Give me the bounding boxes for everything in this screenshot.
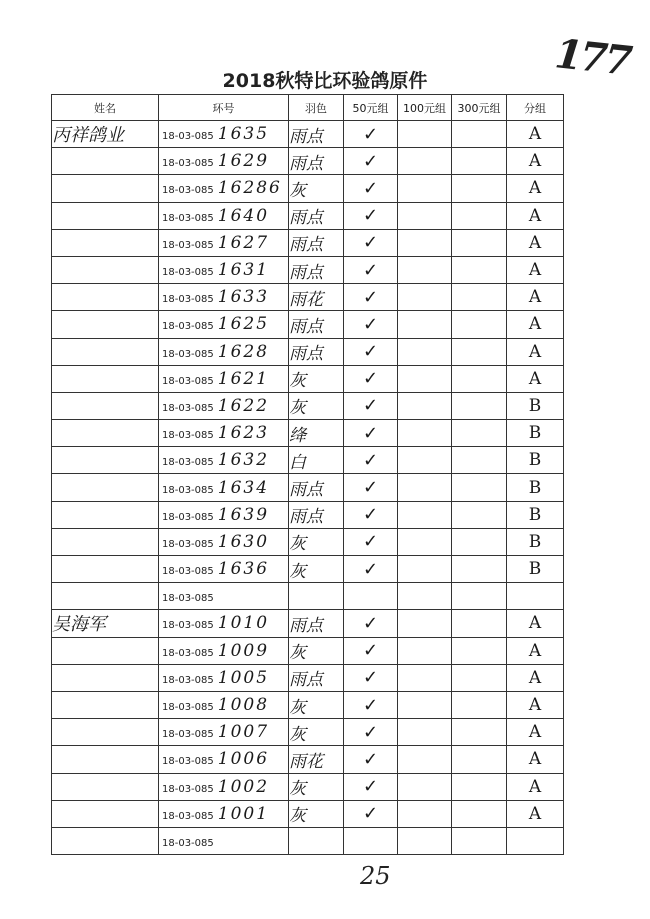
group-letter-cell: B <box>507 392 564 419</box>
checkmark-300-cell <box>452 392 507 419</box>
table-row <box>52 800 564 827</box>
feather-color-cell: 白 <box>289 447 344 474</box>
ring-suffix-handwritten: 1640 <box>217 205 270 226</box>
group-letter-cell: A <box>507 719 564 746</box>
group-letter-cell <box>507 583 564 610</box>
feather-color-cell: 雨点 <box>289 474 344 501</box>
header-row <box>52 95 564 121</box>
owner-name-cell <box>52 800 159 827</box>
checkmark-50-cell <box>344 827 398 854</box>
feather-color-cell: 灰 <box>289 365 344 392</box>
checkmark-300-cell <box>452 202 507 229</box>
feather-color-cell: 灰 <box>289 637 344 664</box>
checkmark-100-cell <box>398 447 452 474</box>
table-row <box>52 773 564 800</box>
owner-name-cell <box>52 501 159 528</box>
table-row <box>52 719 564 746</box>
checkmark-50-cell: ✓ <box>344 202 398 229</box>
owner-name-cell <box>52 338 159 365</box>
checkmark-50-cell: ✓ <box>344 338 398 365</box>
checkmark-50-cell: ✓ <box>344 800 398 827</box>
checkmark-100-cell <box>398 121 452 148</box>
checkmark-50-cell: ✓ <box>344 420 398 447</box>
checkmark-300-cell <box>452 719 507 746</box>
header-ring: 环号 <box>159 95 289 121</box>
feather-color-cell: 雨点 <box>289 229 344 256</box>
handwritten-footer-number: 25 <box>360 862 391 890</box>
checkmark-100-cell <box>398 474 452 501</box>
group-letter-cell: A <box>507 691 564 718</box>
checkmark-100-cell <box>398 256 452 283</box>
ring-suffix-handwritten: 1635 <box>217 124 270 145</box>
ring-prefix: 18-03-085 <box>162 538 214 550</box>
table-row <box>52 420 564 447</box>
ring-number-cell <box>159 256 289 283</box>
table-row <box>52 474 564 501</box>
ring-prefix: 18-03-085 <box>162 239 214 251</box>
ring-prefix: 18-03-085 <box>162 593 214 605</box>
ring-number-cell <box>159 121 289 148</box>
ring-number-cell <box>159 284 289 311</box>
table-row <box>52 256 564 283</box>
owner-name-cell <box>52 256 159 283</box>
owner-name-cell <box>52 637 159 664</box>
checkmark-100-cell <box>398 202 452 229</box>
ring-prefix: 18-03-085 <box>162 647 214 659</box>
checkmark-100-cell <box>398 556 452 583</box>
group-letter-cell: A <box>507 664 564 691</box>
checkmark-100-cell <box>398 501 452 528</box>
checkmark-50-cell: ✓ <box>344 175 398 202</box>
checkmark-300-cell <box>452 610 507 637</box>
table-row <box>52 556 564 583</box>
checkmark-300-cell <box>452 773 507 800</box>
ring-prefix: 18-03-085 <box>162 430 214 442</box>
feather-color-cell: 雨花 <box>289 746 344 773</box>
ring-number-cell <box>159 610 289 637</box>
owner-name-cell <box>52 202 159 229</box>
checkmark-100-cell <box>398 338 452 365</box>
ring-prefix: 18-03-085 <box>162 620 214 632</box>
ring-suffix-handwritten: 1632 <box>217 450 270 471</box>
checkmark-300-cell <box>452 256 507 283</box>
checkmark-300-cell <box>452 827 507 854</box>
owner-name-cell <box>52 827 159 854</box>
checkmark-300-cell <box>452 175 507 202</box>
table-row <box>52 583 564 610</box>
feather-color-cell: 雨点 <box>289 121 344 148</box>
group-letter-cell: B <box>507 420 564 447</box>
table-row <box>52 229 564 256</box>
ring-suffix-handwritten: 1631 <box>217 260 270 281</box>
checkmark-100-cell <box>398 691 452 718</box>
checkmark-50-cell: ✓ <box>344 474 398 501</box>
feather-color-cell: 雨点 <box>289 610 344 637</box>
ring-prefix: 18-03-085 <box>162 511 214 523</box>
checkmark-100-cell <box>398 637 452 664</box>
feather-color-cell: 绛 <box>289 420 344 447</box>
checkmark-300-cell <box>452 556 507 583</box>
header-name: 姓名 <box>52 95 159 121</box>
table-row <box>52 827 564 854</box>
checkmark-300-cell <box>452 311 507 338</box>
pigeon-registration-table <box>51 94 564 855</box>
ring-prefix: 18-03-085 <box>162 294 214 306</box>
owner-name-cell <box>52 583 159 610</box>
ring-prefix: 18-03-085 <box>162 702 214 714</box>
group-letter-cell: B <box>507 447 564 474</box>
document-title: 2018秋特比环验鸽原件 <box>222 70 428 92</box>
checkmark-100-cell <box>398 311 452 338</box>
table-body <box>52 121 564 855</box>
ring-suffix-handwritten: 1629 <box>217 151 270 172</box>
ring-number-cell <box>159 365 289 392</box>
table-row <box>52 392 564 419</box>
handwritten-page-number: 177 <box>552 30 632 85</box>
ring-suffix-handwritten: 1634 <box>217 477 270 498</box>
checkmark-300-cell <box>452 746 507 773</box>
ring-prefix: 18-03-085 <box>162 783 214 795</box>
ring-number-cell <box>159 528 289 555</box>
checkmark-50-cell: ✓ <box>344 148 398 175</box>
owner-name-cell <box>52 773 159 800</box>
ring-number-cell <box>159 637 289 664</box>
ring-number-cell <box>159 447 289 474</box>
owner-name-cell <box>52 420 159 447</box>
feather-color-cell: 雨花 <box>289 284 344 311</box>
owner-name-cell <box>52 175 159 202</box>
ring-suffix-handwritten: 1622 <box>217 395 270 416</box>
checkmark-300-cell <box>452 420 507 447</box>
ring-number-cell <box>159 800 289 827</box>
ring-suffix-handwritten: 1633 <box>217 287 270 308</box>
ring-suffix-handwritten: 1625 <box>217 314 270 335</box>
checkmark-50-cell: ✓ <box>344 392 398 419</box>
owner-name-cell <box>52 746 159 773</box>
group-letter-cell: B <box>507 528 564 555</box>
ring-suffix-handwritten: 1010 <box>217 613 270 634</box>
owner-name-cell <box>52 447 159 474</box>
group-letter-cell: A <box>507 202 564 229</box>
checkmark-300-cell <box>452 691 507 718</box>
ring-suffix-handwritten: 1630 <box>217 531 270 552</box>
checkmark-100-cell <box>398 746 452 773</box>
ring-number-cell <box>159 311 289 338</box>
owner-name-cell: 丙祥鸽业 <box>52 121 159 148</box>
ring-number-cell <box>159 691 289 718</box>
owner-name-cell <box>52 229 159 256</box>
table-row <box>52 365 564 392</box>
checkmark-100-cell <box>398 229 452 256</box>
ring-prefix: 18-03-085 <box>162 837 214 849</box>
ring-prefix: 18-03-085 <box>162 756 214 768</box>
checkmark-50-cell: ✓ <box>344 311 398 338</box>
ring-number-cell <box>159 501 289 528</box>
checkmark-100-cell <box>398 773 452 800</box>
table-row <box>52 637 564 664</box>
ring-prefix: 18-03-085 <box>162 267 214 279</box>
group-letter-cell: A <box>507 121 564 148</box>
checkmark-50-cell: ✓ <box>344 121 398 148</box>
checkmark-300-cell <box>452 447 507 474</box>
group-letter-cell: A <box>507 284 564 311</box>
feather-color-cell: 灰 <box>289 392 344 419</box>
ring-suffix-handwritten: 1005 <box>217 667 270 688</box>
feather-color-cell: 灰 <box>289 691 344 718</box>
checkmark-100-cell <box>398 583 452 610</box>
table-row <box>52 746 564 773</box>
ring-number-cell <box>159 175 289 202</box>
checkmark-300-cell <box>452 800 507 827</box>
table-row <box>52 175 564 202</box>
group-letter-cell: A <box>507 338 564 365</box>
header-color: 羽色 <box>289 95 344 121</box>
ring-suffix-handwritten: 1627 <box>217 232 270 253</box>
table-row <box>52 691 564 718</box>
owner-name-cell <box>52 148 159 175</box>
feather-color-cell: 灰 <box>289 528 344 555</box>
ring-suffix-handwritten: 1001 <box>217 803 270 824</box>
ring-suffix-handwritten: 1007 <box>217 722 270 743</box>
checkmark-300-cell <box>452 365 507 392</box>
ring-suffix-handwritten: 1008 <box>217 695 270 716</box>
owner-name-cell <box>52 719 159 746</box>
checkmark-300-cell <box>452 528 507 555</box>
group-letter-cell: B <box>507 474 564 501</box>
feather-color-cell <box>289 583 344 610</box>
ring-prefix: 18-03-085 <box>162 375 214 387</box>
checkmark-50-cell: ✓ <box>344 556 398 583</box>
ring-number-cell <box>159 664 289 691</box>
checkmark-100-cell <box>398 610 452 637</box>
header-300-group: 300元组 <box>452 95 507 121</box>
checkmark-300-cell <box>452 501 507 528</box>
table-row <box>52 202 564 229</box>
ring-prefix: 18-03-085 <box>162 810 214 822</box>
checkmark-300-cell <box>452 637 507 664</box>
owner-name-cell <box>52 664 159 691</box>
ring-number-cell <box>159 229 289 256</box>
ring-prefix: 18-03-085 <box>162 674 214 686</box>
owner-name-cell <box>52 311 159 338</box>
group-letter-cell: B <box>507 556 564 583</box>
checkmark-300-cell <box>452 284 507 311</box>
ring-prefix: 18-03-085 <box>162 321 214 333</box>
table-row <box>52 447 564 474</box>
checkmark-100-cell <box>398 284 452 311</box>
ring-suffix-handwritten: 1623 <box>217 423 270 444</box>
feather-color-cell: 灰 <box>289 556 344 583</box>
table-row <box>52 284 564 311</box>
header-50-group: 50元组 <box>344 95 398 121</box>
ring-suffix-handwritten: 16286 <box>217 178 282 199</box>
owner-name-cell <box>52 556 159 583</box>
ring-number-cell <box>159 827 289 854</box>
ring-suffix-handwritten: 1006 <box>217 749 270 770</box>
checkmark-300-cell <box>452 583 507 610</box>
ring-prefix: 18-03-085 <box>162 185 214 197</box>
checkmark-300-cell <box>452 121 507 148</box>
group-letter-cell: A <box>507 746 564 773</box>
ring-prefix: 18-03-085 <box>162 566 214 578</box>
ring-number-cell <box>159 773 289 800</box>
ring-prefix: 18-03-085 <box>162 402 214 414</box>
checkmark-50-cell <box>344 583 398 610</box>
ring-number-cell <box>159 746 289 773</box>
group-letter-cell <box>507 827 564 854</box>
checkmark-50-cell: ✓ <box>344 528 398 555</box>
table-row <box>52 311 564 338</box>
checkmark-50-cell: ✓ <box>344 719 398 746</box>
ring-suffix-handwritten: 1636 <box>217 559 270 580</box>
group-letter-cell: A <box>507 256 564 283</box>
group-letter-cell: A <box>507 365 564 392</box>
group-letter-cell: A <box>507 311 564 338</box>
ring-number-cell <box>159 338 289 365</box>
group-letter-cell: A <box>507 773 564 800</box>
ring-prefix: 18-03-085 <box>162 348 214 360</box>
checkmark-100-cell <box>398 365 452 392</box>
checkmark-300-cell <box>452 664 507 691</box>
checkmark-50-cell: ✓ <box>344 501 398 528</box>
feather-color-cell: 灰 <box>289 719 344 746</box>
group-letter-cell: A <box>507 148 564 175</box>
checkmark-50-cell: ✓ <box>344 637 398 664</box>
owner-name-cell: 吴海军 <box>52 610 159 637</box>
checkmark-50-cell: ✓ <box>344 773 398 800</box>
feather-color-cell: 雨点 <box>289 311 344 338</box>
table-row <box>52 501 564 528</box>
owner-name-cell <box>52 365 159 392</box>
ring-suffix-handwritten: 1002 <box>217 776 270 797</box>
ring-number-cell <box>159 148 289 175</box>
feather-color-cell: 雨点 <box>289 148 344 175</box>
checkmark-100-cell <box>398 528 452 555</box>
checkmark-100-cell <box>398 175 452 202</box>
checkmark-50-cell: ✓ <box>344 691 398 718</box>
ring-suffix-handwritten: 1621 <box>217 368 270 389</box>
checkmark-100-cell <box>398 719 452 746</box>
group-letter-cell: A <box>507 175 564 202</box>
owner-name-cell <box>52 284 159 311</box>
checkmark-100-cell <box>398 392 452 419</box>
ring-number-cell <box>159 583 289 610</box>
owner-name-cell <box>52 392 159 419</box>
table-row <box>52 610 564 637</box>
group-letter-cell: B <box>507 501 564 528</box>
checkmark-100-cell <box>398 420 452 447</box>
group-letter-cell: A <box>507 800 564 827</box>
feather-color-cell <box>289 827 344 854</box>
feather-color-cell: 雨点 <box>289 338 344 365</box>
checkmark-100-cell <box>398 664 452 691</box>
ring-prefix: 18-03-085 <box>162 212 214 224</box>
feather-color-cell: 灰 <box>289 773 344 800</box>
group-letter-cell: A <box>507 229 564 256</box>
ring-number-cell <box>159 474 289 501</box>
group-letter-cell: A <box>507 610 564 637</box>
checkmark-50-cell: ✓ <box>344 610 398 637</box>
checkmark-50-cell: ✓ <box>344 256 398 283</box>
feather-color-cell: 雨点 <box>289 256 344 283</box>
ring-number-cell <box>159 202 289 229</box>
header-group: 分组 <box>507 95 564 121</box>
checkmark-50-cell: ✓ <box>344 746 398 773</box>
ring-prefix: 18-03-085 <box>162 131 214 143</box>
table-row <box>52 664 564 691</box>
ring-number-cell <box>159 392 289 419</box>
table-row <box>52 148 564 175</box>
ring-number-cell <box>159 719 289 746</box>
checkmark-50-cell: ✓ <box>344 447 398 474</box>
ring-suffix-handwritten: 1628 <box>217 341 270 362</box>
checkmark-300-cell <box>452 148 507 175</box>
checkmark-50-cell: ✓ <box>344 229 398 256</box>
checkmark-300-cell <box>452 474 507 501</box>
owner-name-cell <box>52 528 159 555</box>
ring-prefix: 18-03-085 <box>162 457 214 469</box>
ring-number-cell <box>159 556 289 583</box>
owner-name-cell <box>52 474 159 501</box>
feather-color-cell: 雨点 <box>289 664 344 691</box>
ring-number-cell <box>159 420 289 447</box>
checkmark-300-cell <box>452 229 507 256</box>
checkmark-100-cell <box>398 827 452 854</box>
feather-color-cell: 灰 <box>289 175 344 202</box>
ring-prefix: 18-03-085 <box>162 158 214 170</box>
feather-color-cell: 灰 <box>289 800 344 827</box>
feather-color-cell: 雨点 <box>289 501 344 528</box>
checkmark-50-cell: ✓ <box>344 365 398 392</box>
owner-name-cell <box>52 691 159 718</box>
checkmark-50-cell: ✓ <box>344 284 398 311</box>
checkmark-300-cell <box>452 338 507 365</box>
group-letter-cell: A <box>507 637 564 664</box>
checkmark-50-cell: ✓ <box>344 664 398 691</box>
feather-color-cell: 雨点 <box>289 202 344 229</box>
ring-suffix-handwritten: 1639 <box>217 504 270 525</box>
table-row <box>52 121 564 148</box>
checkmark-100-cell <box>398 148 452 175</box>
checkmark-100-cell <box>398 800 452 827</box>
ring-prefix: 18-03-085 <box>162 484 214 496</box>
ring-suffix-handwritten: 1009 <box>217 640 270 661</box>
ring-prefix: 18-03-085 <box>162 729 214 741</box>
table-row <box>52 528 564 555</box>
header-100-group: 100元组 <box>398 95 452 121</box>
table-row <box>52 338 564 365</box>
